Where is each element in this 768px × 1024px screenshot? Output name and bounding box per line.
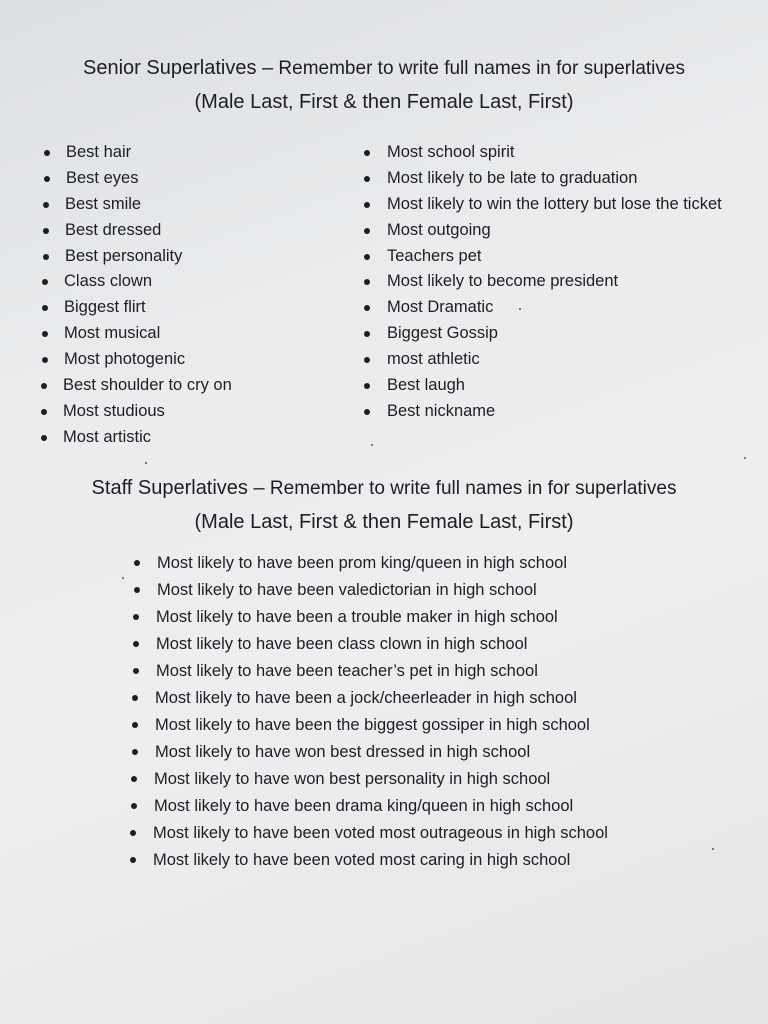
bullet	[364, 305, 370, 311]
list-item: Most likely to have been the biggest gossiper in high school	[132, 712, 608, 739]
bullet	[44, 176, 50, 182]
bullet	[364, 409, 370, 415]
list-item: Most studious	[41, 399, 232, 425]
paper-speck	[744, 457, 746, 459]
bullet	[42, 331, 48, 337]
senior-heading-title: Senior Superlatives –	[83, 57, 274, 79]
list-item: Most likely to have been prom king/queen in high school	[134, 550, 608, 577]
bullet	[43, 202, 49, 208]
bullet	[364, 228, 370, 234]
list-item: Best dressed	[43, 218, 232, 244]
bullet	[43, 228, 49, 234]
bullet	[364, 202, 370, 208]
senior-heading-instruction: Remember to write full names in for superlatives	[278, 58, 685, 79]
bullet	[42, 279, 48, 285]
list-item: Best hair	[44, 140, 232, 166]
list-item: Best nickname	[364, 399, 722, 425]
bullet	[134, 587, 140, 593]
list-item: Most likely to have been class clown in high school	[133, 631, 608, 658]
paper-speck	[145, 462, 147, 464]
bullet	[364, 176, 370, 182]
bullet	[43, 254, 49, 260]
paper-speck	[122, 577, 124, 579]
list-item: Most outgoing	[364, 218, 722, 244]
bullet	[364, 331, 370, 337]
bullet	[133, 668, 139, 674]
bullet	[364, 150, 370, 156]
list-item: Most artistic	[41, 425, 232, 451]
bullet	[364, 279, 370, 285]
list-item: Most likely to become president	[364, 269, 722, 295]
bullet	[364, 357, 370, 363]
bullet	[41, 383, 47, 389]
senior-list-right	[364, 140, 722, 425]
bullet	[130, 830, 136, 836]
list-item: Most likely to have been voted most caring in high school	[130, 847, 608, 874]
bullet	[364, 383, 370, 389]
list-item: Best shoulder to cry on	[41, 373, 232, 399]
list-item: Most likely to have been voted most outrageous in high school	[130, 820, 608, 847]
list-item: Most photogenic	[42, 347, 232, 373]
bullet	[42, 305, 48, 311]
bullet	[44, 150, 50, 156]
list-item: Most likely to win the lottery but lose the ticket	[364, 192, 722, 218]
bullet	[130, 857, 136, 863]
bullet	[364, 254, 370, 260]
list-item: Biggest Gossip	[364, 321, 722, 347]
list-item: Most likely to have won best personality in high school	[131, 766, 608, 793]
bullet	[132, 695, 138, 701]
bullet	[42, 357, 48, 363]
list-item: Best smile	[43, 192, 232, 218]
list-item: Most musical	[42, 321, 232, 347]
staff-list	[134, 550, 608, 874]
list-item: Biggest flirt	[42, 295, 232, 321]
bullet	[132, 749, 138, 755]
list-item: Class clown	[42, 269, 232, 295]
list-item: Most likely to have been teacher’s pet in high school	[133, 658, 608, 685]
list-item: Most likely to have been a jock/cheerleader in high school	[132, 685, 608, 712]
list-item: Most likely to have been drama king/queen in high school	[131, 793, 608, 820]
bullet	[131, 803, 137, 809]
senior-subheading: (Male Last, First & then Female Last, First)	[194, 91, 574, 113]
list-item: Best personality	[43, 244, 232, 270]
list-item: Teachers pet	[364, 244, 722, 270]
bullet	[132, 722, 138, 728]
list-item: Most likely to have been a trouble maker in high school	[133, 604, 608, 631]
staff-heading-instruction: Remember to write full names in for superlatives	[269, 478, 677, 499]
list-item: most athletic	[364, 347, 722, 373]
staff-subheading: (Male Last, First & then Female Last, First)	[194, 511, 574, 533]
paper-speck	[712, 848, 714, 850]
list-item: Best laugh	[364, 373, 722, 399]
senior-list-left	[44, 140, 232, 451]
bullet	[41, 435, 47, 441]
list-item: Best eyes	[44, 166, 232, 192]
staff-heading-title: Staff Superlatives –	[91, 477, 265, 499]
list-item: Most school spirit	[364, 140, 722, 166]
list-item: Most likely to be late to graduation	[364, 166, 722, 192]
list-item: Most Dramatic	[364, 295, 722, 321]
list-item: Most likely to have been valedictorian in high school	[134, 577, 608, 604]
list-item: Most likely to have won best dressed in high school	[132, 739, 608, 766]
bullet	[41, 409, 47, 415]
bullet	[134, 560, 140, 566]
bullet	[133, 641, 139, 647]
paper-speck	[371, 444, 373, 446]
staff-heading	[0, 476, 768, 501]
bullet	[133, 614, 139, 620]
paper-speck	[519, 308, 521, 310]
bullet	[131, 776, 137, 782]
senior-heading	[0, 56, 768, 81]
